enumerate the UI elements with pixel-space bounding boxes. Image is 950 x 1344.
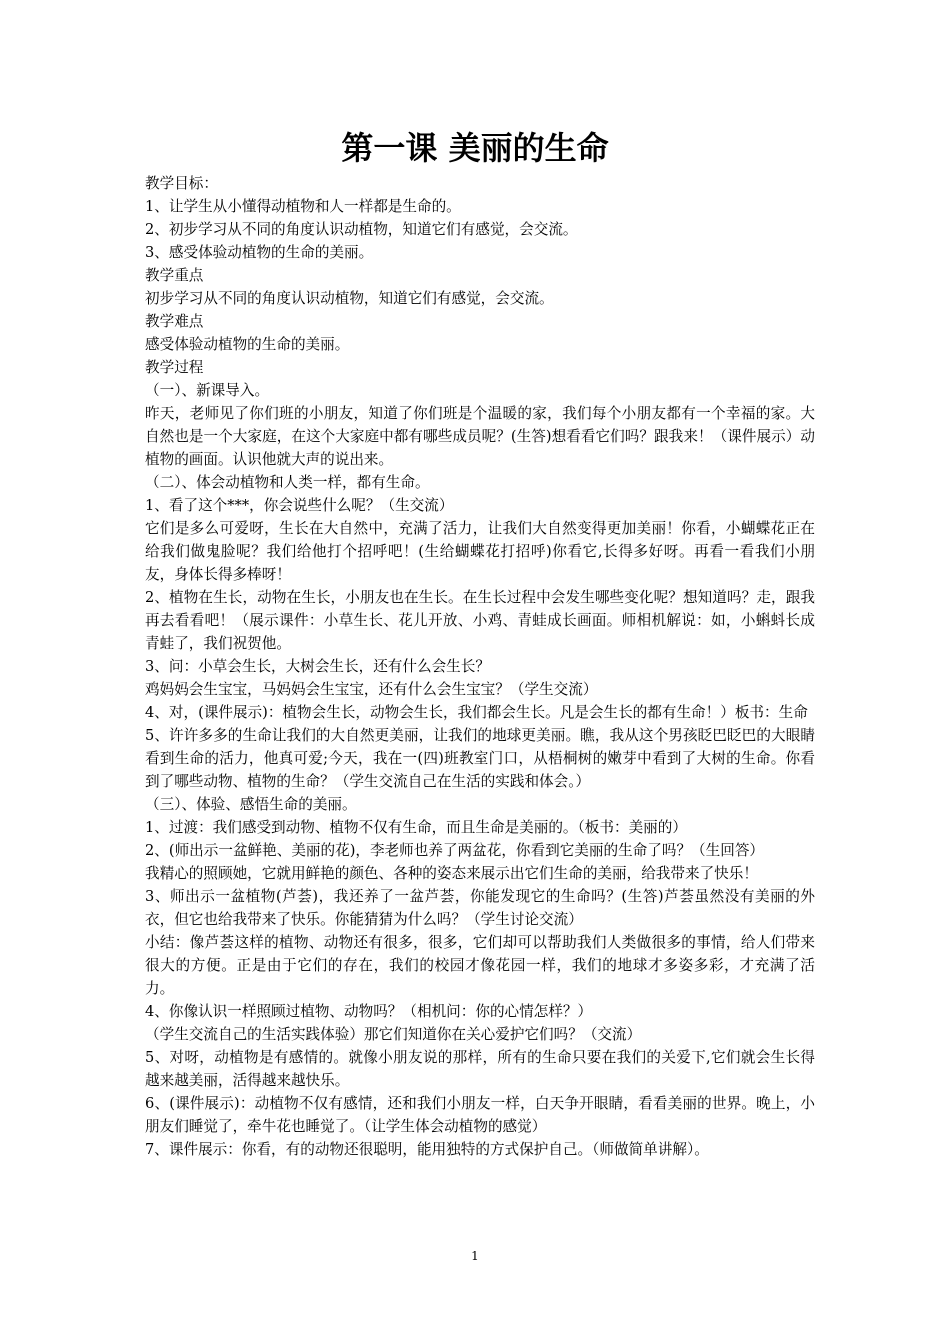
- paragraph: 3、问：小草会生长，大树会生长，还有什么会生长？: [145, 658, 490, 675]
- paragraph: 1、让学生从小懂得动植物和人一样都是生命的。: [145, 198, 461, 215]
- page-number: 1: [471, 1249, 479, 1263]
- paragraph: 5、对呀，动植物是有感情的。就像小朋友说的那样，所有的生命只要在我们的关爱下,它们就会生长得越来越美丽，活得越来越快乐。: [145, 1049, 815, 1089]
- paragraph: 教学目标：: [145, 175, 218, 192]
- paragraph: 2、初步学习从不同的角度认识动植物，知道它们有感觉，会交流。: [145, 221, 578, 238]
- paragraph: 鸡妈妈会生宝宝，马妈妈会生宝宝，还有什么会生宝宝？（学生交流）: [145, 681, 598, 698]
- paragraph: （三）、体验、感悟生命的美丽。: [145, 796, 357, 813]
- paragraph: 教学重点: [145, 267, 204, 284]
- paragraph: 感受体验动植物的生命的美丽。: [145, 336, 350, 353]
- document-body: [145, 172, 815, 1161]
- paragraph: 它们是多么可爱呀，生长在大自然中，充满了活力，让我们大自然变得更加美丽！你看，小蝴蝶花正在给我们做鬼脸呢？我们给他打个招呼吧！(生给蝴蝶花打招呼)你看它,长得多好呀。再看一看我们小朋友，身体长得多棒呀！: [145, 520, 815, 583]
- paragraph: 2、植物在生长，动物在生长，小朋友也在生长。在生长过程中会发生哪些变化呢？想知道吗？走，跟我再去看看吧！（展示课件：小草生长、花儿开放、小鸡、青蛙成长画面。师相机解说：如，小蝌蚪长成青蛙了，我们祝贺他。: [145, 589, 815, 652]
- paragraph: 3、感受体验动植物的生命的美丽。: [145, 244, 374, 261]
- paragraph: 教学过程: [145, 359, 204, 376]
- paragraph: 昨天，老师见了你们班的小朋友，知道了你们班是个温暖的家，我们每个小朋友都有一个幸福的家。大自然也是一个大家庭，在这个大家庭中都有哪些成员呢？(生答)想看看它们吗？跟我来！（课件展示）动植物的画面。认识他就大声的说出来。: [145, 405, 815, 468]
- paragraph: 7、课件展示：你看，有的动物还很聪明，能用独特的方式保护自己。（师做简单讲解）。: [145, 1141, 709, 1158]
- paragraph: 2、(师出示一盆鲜艳、美丽的花)，李老师也养了两盆花，你看到它美丽的生命了吗？（生回答）: [145, 842, 765, 859]
- paragraph: 小结：像芦荟这样的植物、动物还有很多，很多，它们却可以帮助我们人类做很多的事情，给人们带来很大的方便。正是由于它们的存在，我们的校园才像花园一样，我们的地球才多姿多彩，才充满了活力。: [145, 934, 815, 997]
- paragraph: （一）、新课导入。: [145, 382, 270, 399]
- paragraph: （学生交流自己的生活实践体验）那它们知道你在关心爱护它们吗？（交流）: [145, 1026, 642, 1043]
- paragraph: 3、师出示一盆植物(芦荟)，我还养了一盆芦荟，你能发现它的生命吗？(生答)芦荟虽然没有美丽的外衣，但它也给我带来了快乐。你能猜猜为什么吗？（学生讨论交流）: [145, 888, 815, 928]
- paragraph: 6、(课件展示)：动植物不仅有感情，还和我们小朋友一样，白天争开眼睛，看看美丽的世界。晚上，小朋友们睡觉了，牵牛花也睡觉了。（让学生体会动植物的感觉）: [145, 1095, 815, 1135]
- paragraph: 我精心的照顾她，它就用鲜艳的颜色、各种的姿态来展示出它们生命的美丽，给我带来了快乐！: [145, 865, 758, 882]
- paragraph: （二）、体会动植物和人类一样，都有生命。: [145, 474, 430, 491]
- paragraph: 教学难点: [145, 313, 204, 330]
- paragraph: 4、对，(课件展示)：植物会生长，动物会生长，我们都会生长。凡是会生长的都有生命！）板书：生命: [145, 704, 808, 721]
- paragraph: 5、许许多多的生命让我们的大自然更美丽，让我们的地球更美丽。瞧，我从这个男孩眨巴眨巴的大眼睛看到生命的活力，他真可爱;今天，我在一(四)班教室门口，从梧桐树的嫩芽中看到了大树的生命。你看到了哪些动物、植物的生命？（学生交流自己在生活的实践和体会。）: [145, 727, 815, 790]
- paragraph: 1、过渡：我们感受到动物、植物不仅有生命，而且生命是美丽的。（板书：美丽的）: [145, 819, 687, 836]
- paragraph: 4、你像认识一样照顾过植物、动物吗？（相机问：你的心情怎样？）: [145, 1003, 593, 1020]
- paragraph: 初步学习从不同的角度认识动植物，知道它们有感觉，会交流。: [145, 290, 554, 307]
- paragraph: 1、看了这个***，你会说些什么呢？（生交流）: [145, 497, 454, 514]
- document-title: 第一课 美丽的生命: [341, 129, 609, 167]
